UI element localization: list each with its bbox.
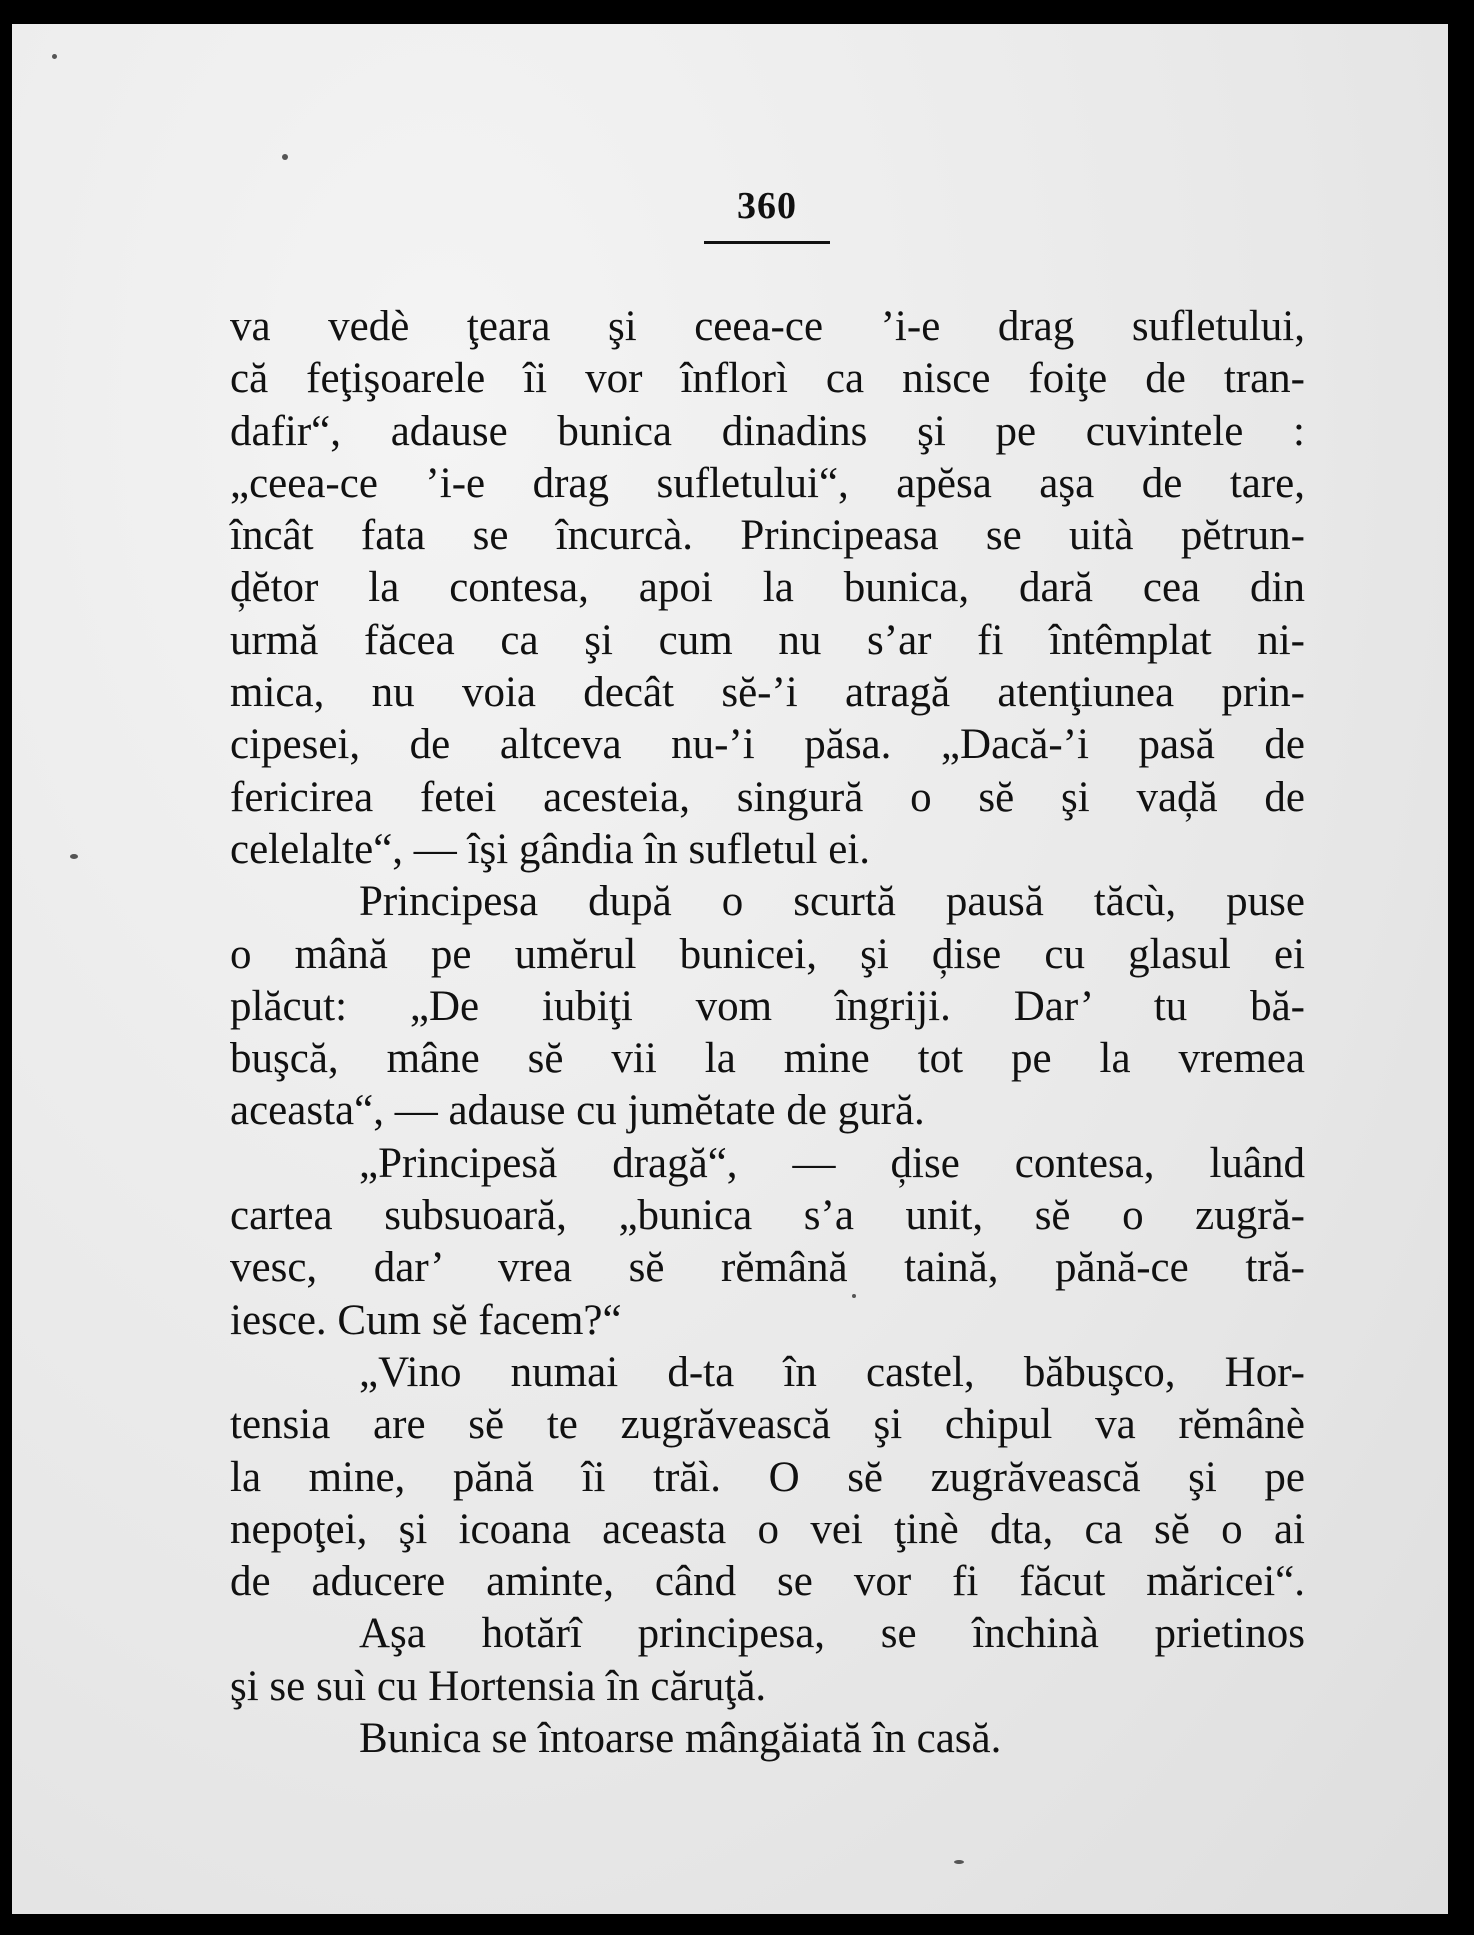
text-line: Principesa după o scurtă pausă tăcù, puse — [359, 878, 1305, 926]
text-line: „Principesă dragă“, — ḑise contesa, luând — [359, 1139, 1305, 1187]
text-line: Bunica se întoarse mângăiată în casă. — [359, 1715, 1002, 1763]
ink-speck — [282, 154, 288, 160]
text-line: la mine, pănă îi trăì. O sĕ zugrăvească şi pe — [230, 1453, 1305, 1501]
text-line: celelalte“, — îşi gândia în sufletul ei. — [230, 825, 871, 873]
book-page — [12, 24, 1448, 1914]
text-line: aceasta“, — adause cu jumĕtate de gură. — [230, 1087, 925, 1135]
text-line: „ceea-ce ’i-e drag sufletului“, apĕsa aşa de tare, — [230, 459, 1305, 507]
body-text — [230, 301, 1305, 1765]
text-line: că feţişoarele îi vor înflorì ca nisce foiţe de tran- — [230, 355, 1305, 403]
text-line: tensia are sĕ te zugrăvească şi chipul va rĕmânè — [230, 1401, 1305, 1449]
text-line: va vedè ţeara şi ceea-ce ’i-e drag sufletului, — [230, 303, 1305, 350]
page-number-rule — [704, 241, 830, 244]
text-line: iesce. Cum sĕ facem?“ — [230, 1296, 622, 1344]
text-line: ḑĕtor la contesa, apoi la bunica, dară cea din — [230, 564, 1305, 612]
ink-speck — [70, 854, 78, 859]
text-line: încât fata se încurcà. Principeasa se uità pĕtrun- — [230, 512, 1305, 560]
text-line: cipesei, de altceva nu-’i păsa. „Dacă-’i pasă de — [230, 721, 1305, 769]
text-line: nepoţei, şi icoana aceasta o vei ţinè dta, ca sĕ o ai — [230, 1505, 1305, 1553]
text-line: mica, nu voia decât sĕ-’i atragă atenţiunea prin- — [230, 669, 1305, 717]
ink-speck — [52, 54, 57, 59]
text-line: cartea subsuoară, „bunica s’a unit, sĕ o zugră- — [230, 1192, 1305, 1240]
text-line: plăcut: „De iubiţi vom îngriji. Dar’ tu bă- — [230, 982, 1305, 1030]
text-line: urmă făcea ca şi cum nu s’ar fi întêmplat ni- — [230, 616, 1305, 664]
text-line: dafir“, adause bunica dinadins şi pe cuvintele : — [230, 407, 1305, 455]
text-line: de aducere aminte, când se vor fi făcut măricei“. — [230, 1558, 1305, 1606]
ink-speck — [954, 1860, 964, 1864]
text-line: fericirea fetei acesteia, singură o sĕ şi vaḑă de — [230, 773, 1305, 821]
text-line: o mână pe umĕrul bunicei, şi ḑise cu glasul ei — [230, 930, 1305, 978]
text-line: „Vino numai d-ta în castel, băbuşco, Hor- — [359, 1348, 1305, 1396]
text-line: Aşa hotărî principesa, se închinà prietinos — [359, 1610, 1305, 1658]
text-line: şi se suì cu Hortensia în căruţă. — [230, 1662, 767, 1710]
page-number: 360 — [737, 185, 797, 227]
ink-speck — [852, 1294, 856, 1298]
text-line: vesc, dar’ vrea sĕ rĕmână taină, pănă-ce tră- — [230, 1244, 1305, 1292]
text-line: buşcă, mâne sĕ vii la mine tot pe la vremea — [230, 1035, 1305, 1083]
